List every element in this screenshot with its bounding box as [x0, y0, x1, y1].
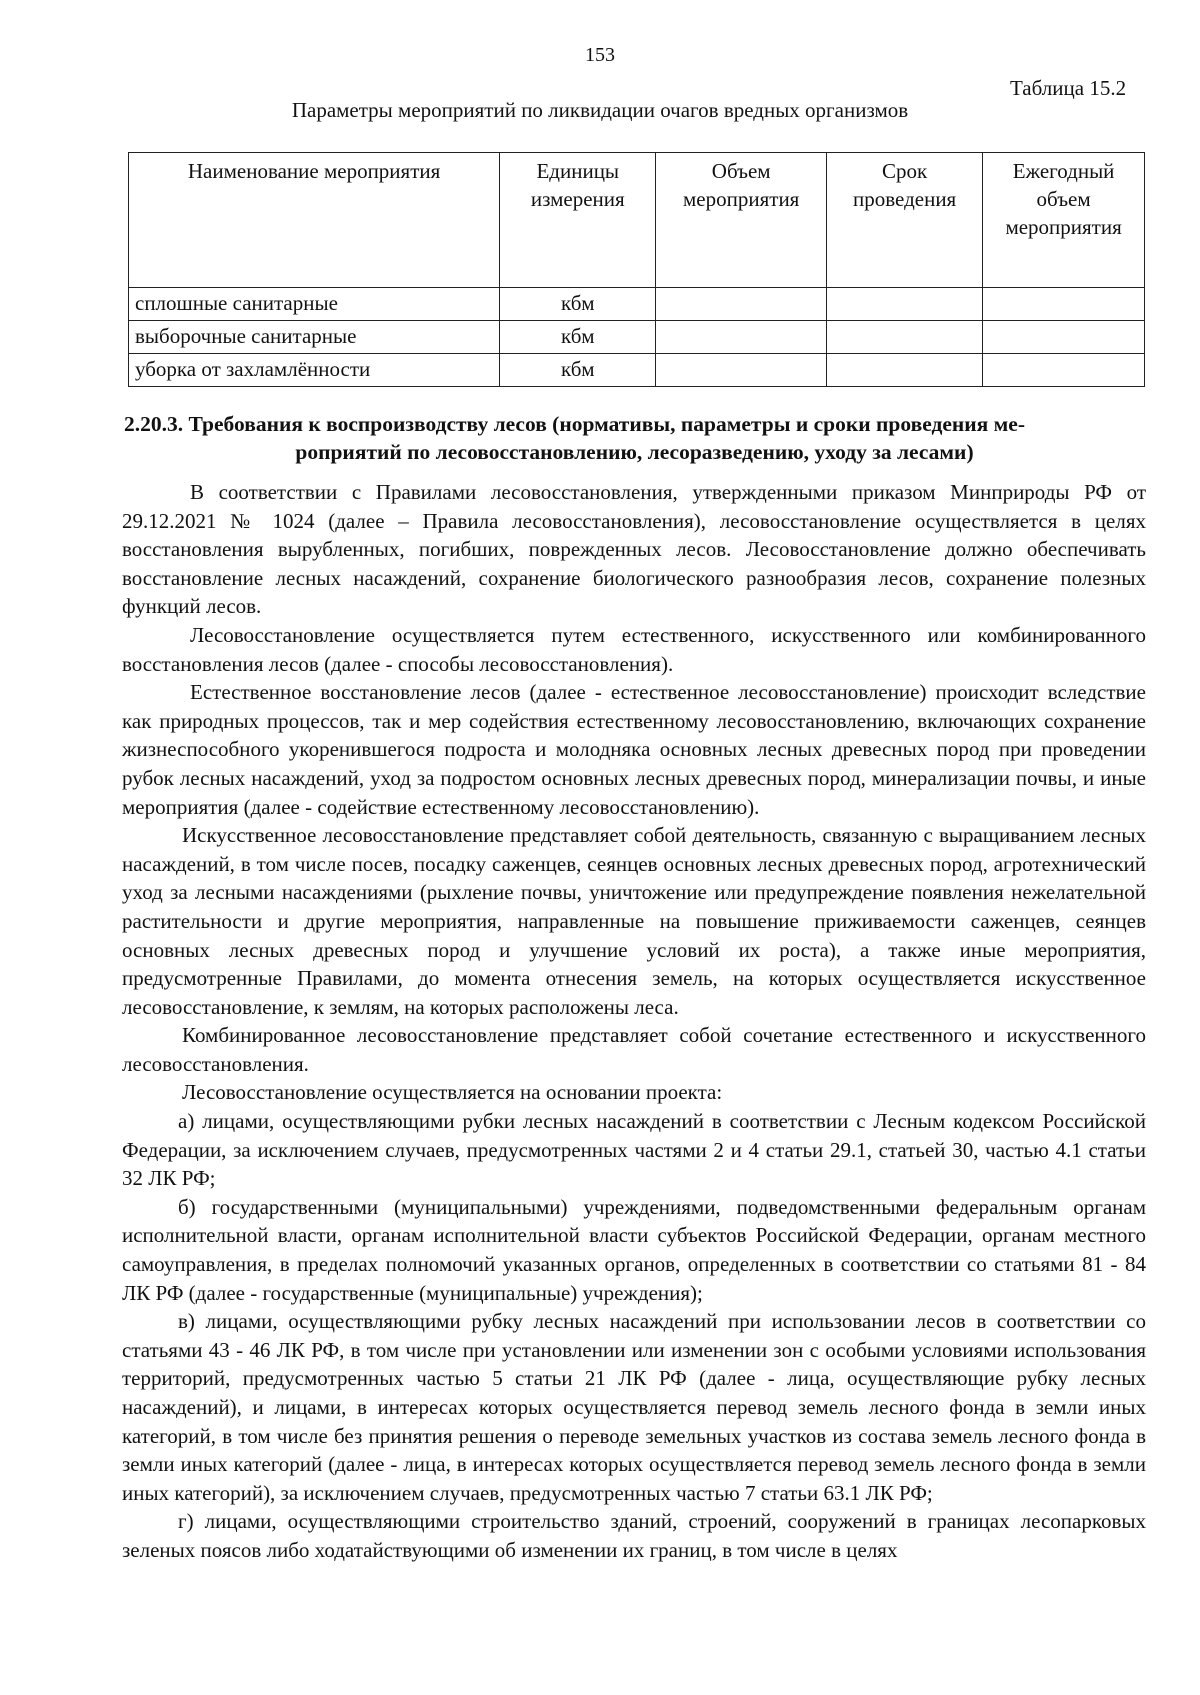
row-annual: [983, 321, 1145, 354]
row-unit: кбм: [500, 288, 656, 321]
row-volume: [656, 354, 827, 387]
table-label: Таблица 15.2: [1010, 76, 1127, 100]
row-term: [827, 288, 983, 321]
row-name: уборка от захламлённости: [129, 354, 500, 387]
paragraph: Лесовосстановление осуществляется путем естественного, искусственного или комбинированного восстановления лесов (далее - способы лесовосстановления).: [122, 622, 1146, 676]
table-row: [129, 321, 1145, 354]
paragraph: Лесовосстановление осуществляется на основании проекта:: [182, 1080, 723, 1105]
list-item: г) лицами, осуществляющими строительство зданий, строений, сооружений в границах лесопарковых зеленых поясов либо ходатайствующими об изменении их границ, в том числе в целях: [122, 1509, 1146, 1562]
row-term: [827, 321, 983, 354]
header-term: Срок проведения: [827, 153, 983, 288]
params-table: [128, 152, 1145, 387]
paragraph: Комбинированное лесовосстановление представляет собой сочетание естественного и искусственного лесовосстановления.: [122, 1023, 1146, 1076]
section-heading: [124, 410, 1145, 466]
table-row: [129, 354, 1145, 387]
row-unit: кбм: [500, 321, 656, 354]
table-row: [129, 288, 1145, 321]
list-item: а) лицами, осуществляющими рубки лесных насаждений в соответствии с Лесным кодексом Российской Федерации, за исключением случаев, предусмотренных частями 2 и 4 статьи 29.1, статьей 30, частью 4.1 статьи 32 ЛК РФ;: [122, 1109, 1146, 1191]
table-header-row: [129, 153, 1145, 288]
list-item: б) государственными (муниципальными) учреждениями, подведомственными федеральным органам исполнительной власти, органам исполнительной власти субъектов Российской Федерации, органам местного самоуправления, в пределах полномочий указанных органов, определенных в соответствии со статьями 81 - 84 ЛК РФ (далее - государственные (муниципальные) учреждения);: [122, 1194, 1146, 1305]
header-name: Наименование мероприятия: [129, 153, 500, 288]
row-name: выборочные санитарные: [129, 321, 500, 354]
header-annual: Ежегодный объем мероприятия: [983, 153, 1145, 288]
section-heading-line-2: роприятий по лесовосстановлению, лесоразведению, уходу за лесами): [295, 440, 974, 464]
row-annual: [983, 288, 1145, 321]
list-item: в) лицами, осуществляющими рубку лесных насаждений при использовании лесов в соответствии со статьями 43 - 46 ЛК РФ, в том числе при установлении или изменении зон с особыми условиями использования территорий, предусмотренных частью 5 статьи 21 ЛК РФ (далее - лица, осуществляющие рубку лесных насаждений), и лицами, в интересах которых осуществляется перевод земель лесного фонда в земли иных категорий, в том числе без принятия решения о переводе земельных участков из состава земель лесного фонда в земли иных категорий (далее - лица, в интересах которых осуществляется перевод земель лесного фонда в земли иных категорий), за исключением случаев, предусмотренных частью 7 статьи 63.1 ЛК РФ;: [122, 1309, 1146, 1505]
row-annual: [983, 354, 1145, 387]
table-title: Параметры мероприятий по ликвидации очагов вредных организмов: [291, 98, 909, 122]
paragraph: В соответствии с Правилами лесовосстановления, утвержденными приказом Минприроды РФ от 29.12.2021 № 1024 (далее – Правила лесовосстановления), лесовосстановление осуществляется в целях восстановления вырубленных, погибших, поврежденных лесов. Лесовосстановление должно обеспечивать восстановление лесных насаждений, сохранение биологического разнообразия лесов, сохранение полезных функций лесов.: [122, 480, 1146, 619]
row-term: [827, 354, 983, 387]
header-volume: Объем мероприятия: [656, 153, 827, 288]
paragraph: Искусственное лесовосстановление представляет собой деятельность, связанную с выращиванием лесных насаждений, в том числе посев, посадку саженцев, сеянцев основных лесных древесных пород, агротехнический уход за лесными насаждениями (рыхление почвы, уничтожение или предупреждение появления нежелательной растительности и другие мероприятия, направленные на повышение приживаемости саженцев, сеянцев основных лесных древесных пород и улучшение условий их роста), а также иные мероприятия, предусмотренные Правилами, до момента отнесения земель, на которых осуществляется искусственное лесовосстановление, к землям, на которых расположены леса.: [122, 823, 1146, 1019]
row-volume: [656, 288, 827, 321]
body-text: [122, 478, 1146, 1565]
page-number: 153: [585, 44, 615, 66]
paragraph: Естественное восстановление лесов (далее - естественное лесовосстановление) происходит вследствие как природных процессов, так и мер содействия естественному лесовосстановлению, включающих сохранение жизнеспособного укоренившегося подроста и молодняка основных лесных древесных пород при проведении рубок лесных насаждений, уход за подростом основных лесных древесных пород, минерализации почвы, и иные мероприятия (далее - содействие естественному лесовосстановлению).: [122, 680, 1146, 819]
row-unit: кбм: [500, 354, 656, 387]
section-heading-line-1: 2.20.3. Требования к воспроизводству лесов (нормативы, параметры и сроки проведения ме-: [124, 412, 1026, 436]
row-name: сплошные санитарные: [129, 288, 500, 321]
header-unit: Единицы измерения: [500, 153, 656, 288]
row-volume: [656, 321, 827, 354]
